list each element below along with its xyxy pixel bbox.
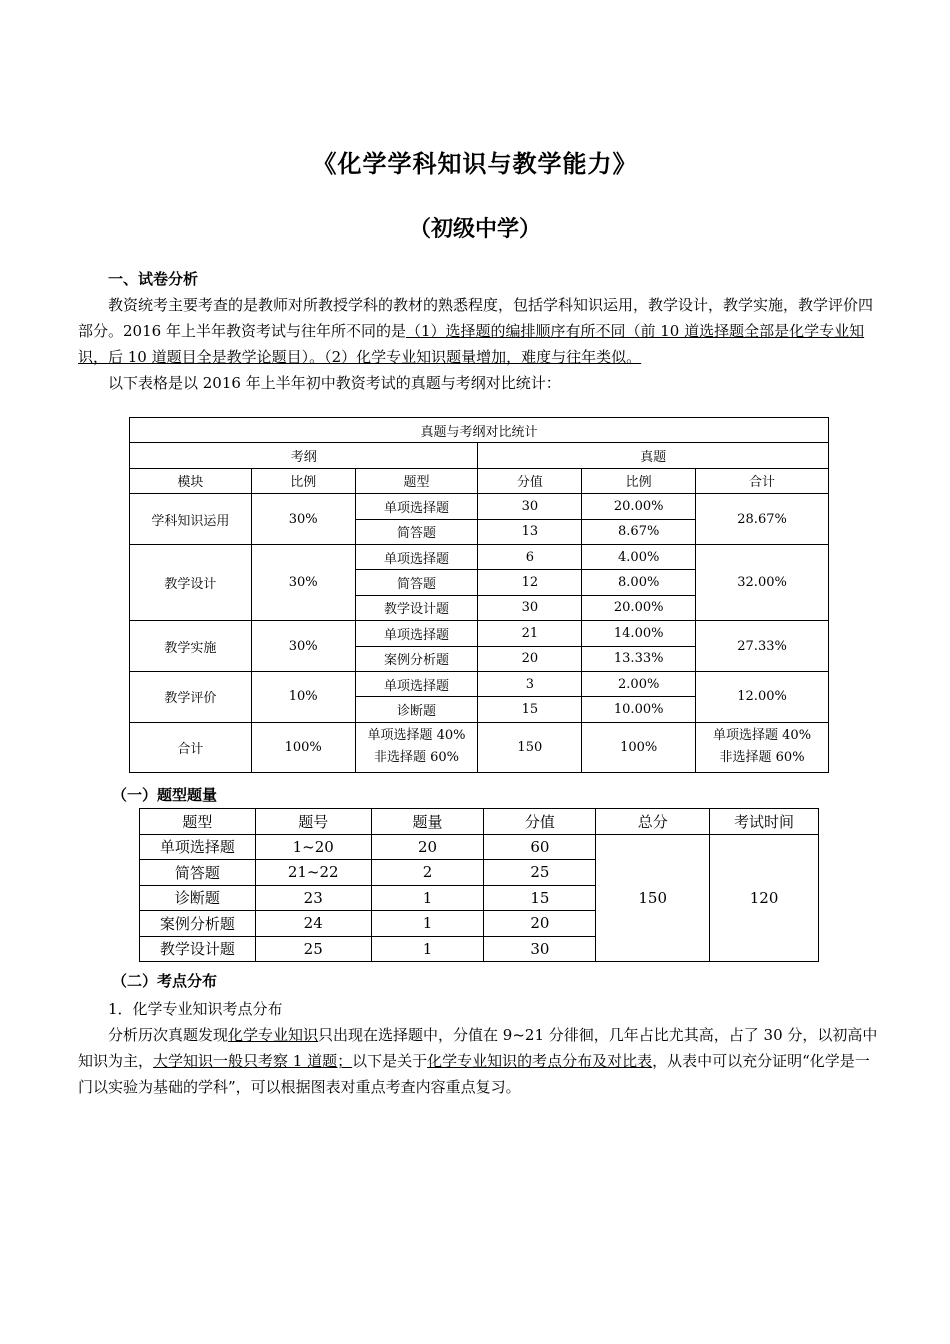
module-ratio: 30% [251, 544, 355, 620]
number-cell: 25 [255, 936, 371, 962]
document-subtitle: （初级中学） [408, 217, 541, 242]
question-type: 单项选择题 [355, 621, 478, 646]
question-type: 案例分析题 [355, 646, 478, 671]
points-paragraph [78, 1022, 884, 1100]
sum-label: 合计 [130, 722, 252, 772]
question-type: 诊断题 [355, 697, 478, 722]
column-header: 总分 [596, 809, 710, 835]
module-total: 12.00% [696, 671, 829, 722]
column-header: 题量 [371, 809, 484, 835]
column-header: 题型 [355, 468, 478, 493]
type-cell: 诊断题 [140, 885, 256, 911]
score: 6 [478, 544, 582, 569]
sum-total [696, 722, 829, 772]
table-row [130, 621, 829, 646]
number-cell: 21~22 [255, 860, 371, 886]
points-underlined-text: 化学专业知识 [228, 1026, 319, 1044]
real-ratio: 20.00% [582, 494, 696, 519]
module-name: 教学评价 [130, 671, 252, 722]
table-row [130, 544, 829, 569]
sum-types-line1: 单项选择题 40% [367, 728, 466, 744]
real-ratio: 2.00% [582, 671, 696, 696]
question-type: 单项选择题 [355, 494, 478, 519]
score-cell: 25 [484, 860, 596, 886]
score: 30 [478, 595, 582, 620]
score: 13 [478, 519, 582, 544]
section-heading-types: （一）题型题量 [112, 786, 218, 804]
column-header: 考试时间 [710, 809, 819, 835]
points-text: ，从表中可以充分证明“化学是一门以实验为基础的学科”，可以根据图表对重点考查内容重点复习。 [78, 1052, 870, 1096]
document-title: 《化学学科知识与教学能力》 [312, 150, 638, 178]
type-cell: 简答题 [140, 860, 256, 886]
column-header: 题型 [140, 809, 256, 835]
real-ratio: 8.00% [582, 570, 696, 595]
sum-types [355, 722, 478, 772]
question-type: 简答题 [355, 519, 478, 544]
total-score: 150 [596, 834, 710, 962]
real-ratio: 20.00% [582, 595, 696, 620]
type-cell: 案例分析题 [140, 911, 256, 937]
column-header: 分值 [484, 809, 596, 835]
column-header: 模块 [130, 468, 252, 493]
comparison-table [129, 417, 829, 773]
sum-total-line1: 单项选择题 40% [713, 728, 812, 744]
real-ratio: 10.00% [582, 697, 696, 722]
table-row [140, 834, 819, 860]
question-types-table [139, 808, 819, 962]
count-cell: 1 [371, 936, 484, 962]
module-total: 28.67% [696, 494, 829, 545]
count-cell: 1 [371, 911, 484, 937]
sum-score: 150 [478, 722, 582, 772]
section-heading-analysis: 一、试卷分析 [108, 270, 199, 288]
type-cell: 教学设计题 [140, 936, 256, 962]
question-type: 单项选择题 [355, 544, 478, 569]
number-cell: 23 [255, 885, 371, 911]
sum-row [130, 722, 829, 772]
group-header-exam: 真题 [478, 443, 829, 468]
table-caption: 真题与考纲对比统计 [130, 418, 829, 443]
points-subheading: 1．化学专业知识考点分布 [108, 1000, 283, 1018]
type-cell: 单项选择题 [140, 834, 256, 860]
score: 12 [478, 570, 582, 595]
group-header-syllabus: 考纲 [130, 443, 478, 468]
analysis-text: 教资统考主要考查的是教师对所教授学科的教材的熟悉程度，包括学科知识运用，教学设计，教学实施，教学评价四部分。2016 年上半年教资考试与往年所不同的是 [78, 296, 874, 340]
points-underlined-text: 化学专业知识的考点分布及对比表 [427, 1052, 653, 1070]
real-ratio: 8.67% [582, 519, 696, 544]
column-header: 合计 [696, 468, 829, 493]
count-cell: 2 [371, 860, 484, 886]
table-intro: 以下表格是以 2016 年上半年初中教资考试的真题与考纲对比统计： [108, 374, 561, 392]
question-type: 教学设计题 [355, 595, 478, 620]
score: 3 [478, 671, 582, 696]
points-text: 以下是关于 [352, 1052, 428, 1070]
column-header: 比例 [582, 468, 696, 493]
question-type: 简答题 [355, 570, 478, 595]
sum-total-line2: 非选择题 60% [719, 750, 805, 766]
points-text: 只出现在选择题中，分值在 9~21 分徘徊，几年占比尤其高，占了 30 分，以初高中知识为主， [78, 1026, 878, 1070]
score-cell: 15 [484, 885, 596, 911]
sum-ratio: 100% [251, 722, 355, 772]
points-underlined-text: 大学知识一般只考察 1 道题； [153, 1052, 353, 1070]
score: 15 [478, 697, 582, 722]
question-type: 单项选择题 [355, 671, 478, 696]
table-row [130, 494, 829, 519]
count-cell: 20 [371, 834, 484, 860]
table-row [130, 671, 829, 696]
module-name: 教学设计 [130, 544, 252, 620]
real-ratio: 4.00% [582, 544, 696, 569]
module-total: 32.00% [696, 544, 829, 620]
module-ratio: 10% [251, 671, 355, 722]
score-cell: 20 [484, 911, 596, 937]
number-cell: 24 [255, 911, 371, 937]
module-ratio: 30% [251, 621, 355, 672]
column-header: 比例 [251, 468, 355, 493]
exam-time: 120 [710, 834, 819, 962]
column-header: 分值 [478, 468, 582, 493]
sum-real-ratio: 100% [582, 722, 696, 772]
module-ratio: 30% [251, 494, 355, 545]
score-cell: 60 [484, 834, 596, 860]
module-name: 教学实施 [130, 621, 252, 672]
analysis-underlined-text: （1）选择题的编排顺序有所不同（前 10 道选择题全部是化学专业知识，后 10 道题目全是教学论题目）。（2）化学专业知识题量增加，难度与往年类似。 [78, 322, 865, 366]
number-cell: 1~20 [255, 834, 371, 860]
points-text: 分析历次真题发现 [108, 1026, 229, 1044]
sum-types-line2: 非选择题 60% [374, 750, 460, 766]
real-ratio: 13.33% [582, 646, 696, 671]
module-name: 学科知识运用 [130, 494, 252, 545]
points-block [78, 996, 884, 1100]
column-header: 题号 [255, 809, 371, 835]
score: 21 [478, 621, 582, 646]
section-heading-points: （二）考点分布 [112, 972, 218, 990]
score: 30 [478, 494, 582, 519]
real-ratio: 14.00% [582, 621, 696, 646]
score-cell: 30 [484, 936, 596, 962]
score: 20 [478, 646, 582, 671]
analysis-paragraph [78, 292, 884, 396]
module-total: 27.33% [696, 621, 829, 672]
count-cell: 1 [371, 885, 484, 911]
